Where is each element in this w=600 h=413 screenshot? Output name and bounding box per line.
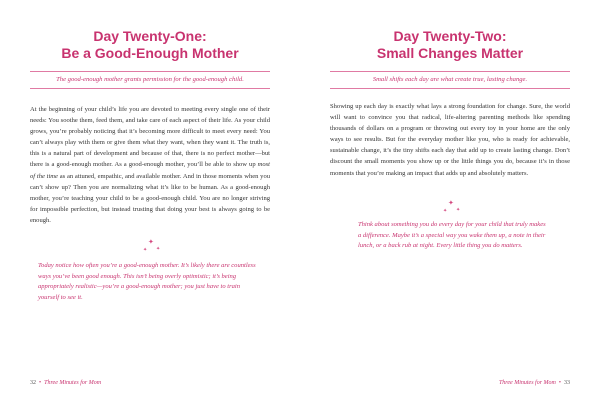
body-text-emphasis: most of the time (30, 161, 270, 180)
page-number: 33 (564, 380, 570, 386)
title-line-1: Day Twenty-Two: (393, 28, 507, 44)
body-text-part-1: At the beginning of your child’s life you are devoted to meeting every single one of their needs: You soothe them, feed them, and take care of each aspect of their life. As your child grows, you’re probably noticing that it’s becoming more difficult to meet every need: You can’t always play with them or give them what they want, when they want it. The truth is, this is a natural part of development and because of that, there is no perfect mother—but there is a good-enough mother. As a good-enough mother, you’ll be able to show up (30, 106, 270, 169)
title-line-2: Be a Good-Enough Mother (61, 45, 239, 61)
book-title: Three Minutes for Mom (498, 380, 556, 386)
title-line-2: Small Changes Matter (376, 45, 524, 61)
page-title (0, 28, 300, 62)
page-title (300, 28, 600, 62)
book-title: Three Minutes for Mom (44, 380, 102, 386)
title-line-1: Day Twenty-One: (93, 28, 207, 44)
page-number: 32 (30, 380, 36, 386)
footer-separator: • (558, 380, 561, 386)
callout-text: Today notice how often you’re a good-enough mother. It’s likely there are countless ways you’ve been good enough. This isn’t being overly optimistic; it’s being appropriately realistic—you’re a good-enough mother; you just have to train yourself to see it. (38, 262, 256, 301)
footer-separator: • (39, 380, 42, 386)
page-footer (30, 380, 101, 386)
callout-text: Think about something you do every day for your child that truly makes a difference. Maybe it’s a special way you wake them up, a note in their lunch, or a back rub at night. Every little thing you do matters. (358, 221, 546, 250)
right-page: Day Twenty-Two: Small Changes Matter Small shifts each day are what create true, lasting change. Showing up each day is exactly what lays a strong foundation for change. Sure, the world will want to convince you that radical, life-altering parenting methods like spending thousands of dollars on a program or throwing out every toy in your home are the only ways to see results. But for the everyday mother like you, who is ready for achievable, sustainable change, it’s the tiny shifts each day that add up to create lasting change. Don’t discount the small moments you show up or the little things you do, because it’s in those moments that you’re making an impact that adds up and absolutely matters. ✦ ✦ ✦ Think about something you do every day for your child that truly makes a difference. Maybe it’s a special way you wake them up, a note in their lunch, or a back rub at night. Every little thing you do matters. Three Minutes for Mom • 33 (300, 0, 600, 413)
body-text: Showing up each day is exactly what lays a strong foundation for change. Sure, the world will want to convince you that radical, life-altering parenting methods like spending thousands of dollars on a program or throwing out every toy in your home are the only ways to see results. But for the everyday mother like you, who is ready for achievable, sustainable change, it’s the tiny shifts each day that add up to create lasting change. Don’t discount the small moments you show up or the little things you do, because it’s in those moments that you’re making an impact that adds up and absolutely matters. (330, 103, 570, 177)
body-text (30, 104, 270, 226)
tagline: The good-enough mother grants permission for the good-enough child. (30, 71, 270, 89)
left-page: Day Twenty-One: Be a Good-Enough Mother The good-enough mother grants permission for the good-enough child. At the beginning of your child’s life you are devoted to meeting every single one of their needs: You soothe them, feed them, and take care of each aspect of their life. As your child grows, you’re probably noticing that it’s becoming more difficult to meet every need: You can’t always play with them or give them what they want, when they want it. The truth is, this is a natural part of development and because of that, there is no perfect mother—but there is a good-enough mother. As a good-enough mother, you’ll be able to show up most of the time as an attuned, empathic, and available mother. And in those moments when you can’t show up? Then you are normalizing what it’s like to be human. As a good-enough mother, you’re teaching your child to be a good-enough child. You are no longer striving for impossible perfection, but instead trusting that doing your best is always going to be enough. ✦ ✦ ✦ Today notice how often you’re a good-enough mother. It’s likely there are countless ways you’ve been good enough. This isn’t being overly optimistic; it’s being appropriately realistic—you’re a good-enough mother; you just have to train yourself to see it. 32 • Three Minutes for Mom (0, 0, 300, 413)
tagline: Small shifts each day are what create true, lasting change. (330, 71, 570, 89)
page-footer (499, 380, 570, 386)
body-text-part-2: as an attuned, empathic, and available mother. And in those moments when you can’t show up? Then you are normalizing what it’s like to be human. As a good-enough mother, you’re teaching your child to be a good-enough child. You are no longer striving for impossible perfection, but instead trusting that doing your best is always going to be enough. (30, 172, 270, 224)
